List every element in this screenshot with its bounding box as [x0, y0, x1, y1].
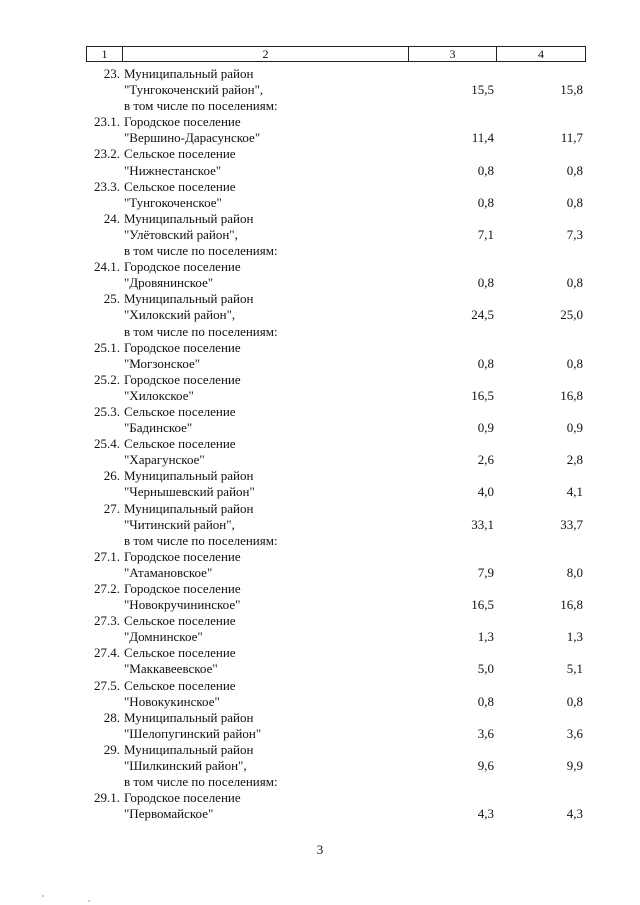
value-col-3: 11,4 — [471, 130, 494, 146]
row-text: в том числе по поселениям: — [124, 98, 278, 114]
row-line — [0, 806, 640, 822]
row-line — [0, 581, 640, 597]
row-line — [0, 501, 640, 517]
row-text: "Маккавеевское" — [124, 661, 218, 677]
value-col-3: 16,5 — [471, 387, 494, 403]
table-row — [0, 645, 640, 677]
row-line — [0, 404, 640, 420]
value-col-3: 24,5 — [471, 307, 494, 323]
row-line — [0, 82, 640, 98]
row-text: "Вершино-Дарасунское" — [124, 130, 261, 146]
table-body — [0, 66, 640, 822]
row-line — [0, 533, 640, 549]
row-text: Сельское поселение — [124, 677, 236, 693]
value-col-4: 25,0 — [560, 307, 583, 323]
value-col-4: 4,1 — [566, 484, 583, 500]
value-col-4: 7,3 — [566, 226, 583, 242]
row-line — [0, 468, 640, 484]
header-col-3: 3 — [409, 47, 497, 61]
row-text: "Первомайское" — [124, 806, 214, 822]
value-col-3: 4,0 — [477, 484, 494, 500]
row-text: Муниципальный район — [124, 291, 254, 307]
row-text: Сельское поселение — [124, 436, 236, 452]
row-text: "Бадинское" — [124, 420, 193, 436]
value-col-4: 0,8 — [566, 355, 583, 371]
header-col-2: 2 — [123, 47, 409, 61]
value-col-3: 3,6 — [477, 725, 494, 741]
value-col-3: 7,1 — [477, 226, 494, 242]
row-line — [0, 259, 640, 275]
row-text: "Хилокское" — [124, 387, 194, 403]
row-line — [0, 629, 640, 645]
row-line — [0, 211, 640, 227]
value-col-4: 15,8 — [560, 82, 583, 98]
table-row — [0, 710, 640, 742]
value-col-4: 11,7 — [560, 130, 583, 146]
row-text: "Чернышевский район" — [124, 484, 255, 500]
row-line — [0, 227, 640, 243]
row-line — [0, 340, 640, 356]
value-col-3: 5,0 — [477, 661, 494, 677]
row-line — [0, 678, 640, 694]
table-row — [0, 146, 640, 178]
value-col-3: 0,8 — [477, 162, 494, 178]
row-number: 25.2. — [94, 371, 120, 387]
row-number: 27.3. — [94, 613, 120, 629]
row-number: 27.4. — [94, 645, 120, 661]
row-number: 23.2. — [94, 146, 120, 162]
value-col-4: 16,8 — [560, 597, 583, 613]
value-col-4: 9,9 — [566, 758, 583, 774]
row-number: 23.3. — [94, 178, 120, 194]
value-col-4: 16,8 — [560, 387, 583, 403]
value-col-4: 4,3 — [566, 806, 583, 822]
row-text: Сельское поселение — [124, 613, 236, 629]
value-col-4: 33,7 — [560, 516, 583, 532]
value-col-4: 0,8 — [566, 194, 583, 210]
row-text: Городское поселение — [124, 259, 241, 275]
value-col-3: 15,5 — [471, 82, 494, 98]
row-number: 23.1. — [94, 114, 120, 130]
row-text: "Читинский район", — [124, 516, 235, 532]
row-line — [0, 613, 640, 629]
table-row — [0, 742, 640, 790]
row-number: 29.1. — [94, 790, 120, 806]
row-text: в том числе по поселениям: — [124, 323, 278, 339]
table-row — [0, 790, 640, 822]
value-col-4: 0,8 — [566, 693, 583, 709]
row-number: 28. — [103, 709, 120, 725]
row-text: Муниципальный район — [124, 741, 254, 757]
value-col-3: 4,3 — [477, 806, 494, 822]
row-text: "Домнинское" — [124, 629, 203, 645]
row-number: 24. — [103, 210, 120, 226]
row-text: "Хилокский район", — [124, 307, 236, 323]
row-number: 29. — [103, 741, 120, 757]
table-row — [0, 549, 640, 581]
row-line — [0, 356, 640, 372]
row-text: в том числе по поселениям: — [124, 532, 278, 548]
row-line — [0, 710, 640, 726]
value-col-3: 0,8 — [477, 275, 494, 291]
row-line — [0, 372, 640, 388]
row-text: "Харагунское" — [124, 452, 205, 468]
row-line — [0, 661, 640, 677]
row-text: в том числе по поселениям: — [124, 243, 278, 259]
table-row — [0, 340, 640, 372]
value-col-4: 1,3 — [566, 629, 583, 645]
table-row — [0, 678, 640, 710]
row-line — [0, 452, 640, 468]
table-row — [0, 211, 640, 259]
row-line — [0, 388, 640, 404]
row-text: "Новокукинское" — [124, 693, 220, 709]
row-text: Сельское поселение — [124, 403, 236, 419]
table-row — [0, 404, 640, 436]
value-col-4: 5,1 — [566, 661, 583, 677]
row-line — [0, 307, 640, 323]
row-line — [0, 549, 640, 565]
value-col-3: 0,9 — [477, 420, 494, 436]
value-col-3: 9,6 — [477, 758, 494, 774]
row-number: 25.1. — [94, 339, 120, 355]
row-text: "Атамановское" — [124, 564, 213, 580]
row-line — [0, 742, 640, 758]
value-col-3: 0,8 — [477, 693, 494, 709]
row-text: Городское поселение — [124, 790, 241, 806]
row-text: "Тунгокоченское" — [124, 194, 222, 210]
table-row — [0, 114, 640, 146]
row-line — [0, 275, 640, 291]
row-text: "Тунгокоченский район", — [124, 82, 264, 98]
row-text: Муниципальный район — [124, 709, 254, 725]
row-number: 26. — [103, 468, 120, 484]
row-number: 23. — [103, 66, 120, 81]
value-col-4: 0,9 — [566, 420, 583, 436]
value-col-4: 8,0 — [566, 564, 583, 580]
row-text: Муниципальный район — [124, 468, 254, 484]
row-line — [0, 146, 640, 162]
row-line — [0, 114, 640, 130]
table-row — [0, 581, 640, 613]
value-col-4: 0,8 — [566, 275, 583, 291]
row-text: "Шелопугинский район" — [124, 725, 262, 741]
row-line — [0, 484, 640, 500]
row-text: "Нижнестанское" — [124, 162, 222, 178]
row-text: Городское поселение — [124, 371, 241, 387]
row-line — [0, 790, 640, 806]
row-text: Городское поселение — [124, 548, 241, 564]
row-text: Сельское поселение — [124, 146, 236, 162]
row-number: 27.2. — [94, 581, 120, 596]
table-row — [0, 179, 640, 211]
scan-speck — [88, 900, 90, 902]
table-row — [0, 259, 640, 291]
row-line — [0, 243, 640, 259]
row-line — [0, 98, 640, 114]
row-text: Муниципальный район — [124, 66, 254, 81]
table-row — [0, 291, 640, 339]
row-number: 27.1. — [94, 548, 120, 564]
row-line — [0, 645, 640, 661]
table-row — [0, 372, 640, 404]
row-line — [0, 436, 640, 452]
row-line — [0, 291, 640, 307]
row-line — [0, 758, 640, 774]
table-row — [0, 66, 640, 114]
row-number: 25.3. — [94, 403, 120, 419]
table-row — [0, 613, 640, 645]
page-number: 3 — [316, 842, 324, 857]
row-text: Городское поселение — [124, 114, 241, 130]
row-number: 25.4. — [94, 436, 120, 452]
row-number: 24.1. — [94, 259, 120, 275]
row-line — [0, 726, 640, 742]
row-text: Муниципальный район — [124, 500, 254, 516]
row-line — [0, 324, 640, 340]
value-col-4: 3,6 — [566, 725, 583, 741]
value-col-3: 16,5 — [471, 597, 494, 613]
table-header — [86, 46, 586, 62]
row-text: Муниципальный район — [124, 210, 254, 226]
row-text: Городское поселение — [124, 581, 241, 596]
value-col-3: 1,3 — [477, 629, 494, 645]
row-number: 27. — [103, 500, 120, 516]
row-text: Городское поселение — [124, 339, 241, 355]
row-line — [0, 179, 640, 195]
value-col-3: 2,6 — [477, 452, 494, 468]
row-text: "Могзонское" — [124, 355, 201, 371]
row-text: Сельское поселение — [124, 178, 236, 194]
row-number: 25. — [103, 291, 120, 307]
row-line — [0, 130, 640, 146]
row-text: "Новокручининское" — [124, 597, 241, 613]
header-col-1: 1 — [87, 47, 123, 61]
value-col-3: 33,1 — [471, 516, 494, 532]
row-text: "Улётовский район", — [124, 226, 238, 242]
value-col-3: 0,8 — [477, 194, 494, 210]
value-col-4: 2,8 — [566, 452, 583, 468]
row-text: в том числе по поселениям: — [124, 774, 278, 790]
header-col-4: 4 — [538, 47, 544, 61]
row-number: 27.5. — [94, 677, 120, 693]
value-col-4: 0,8 — [566, 162, 583, 178]
row-line — [0, 565, 640, 581]
row-text: "Шилкинский район", — [124, 758, 247, 774]
row-line — [0, 163, 640, 179]
table-row — [0, 436, 640, 468]
row-line — [0, 517, 640, 533]
table-row — [0, 468, 640, 500]
value-col-3: 7,9 — [477, 564, 494, 580]
table-row — [0, 501, 640, 549]
row-text: "Дровянинское" — [124, 275, 214, 291]
row-line — [0, 195, 640, 211]
row-line — [0, 66, 640, 82]
scan-speck — [42, 895, 44, 897]
row-line — [0, 597, 640, 613]
row-line — [0, 694, 640, 710]
row-text: Сельское поселение — [124, 645, 236, 661]
value-col-3: 0,8 — [477, 355, 494, 371]
row-line — [0, 420, 640, 436]
row-line — [0, 774, 640, 790]
